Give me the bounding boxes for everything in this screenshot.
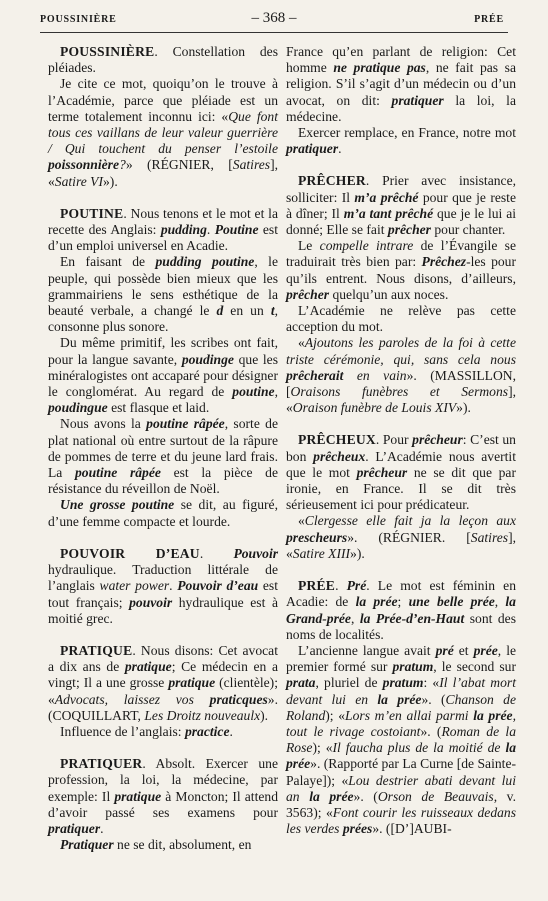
emphasized-term: prescheurs <box>286 529 348 545</box>
header-rule <box>40 32 508 33</box>
body-text: L’ancienne langue avait <box>298 642 436 658</box>
body-text: et <box>453 642 474 658</box>
emphasized-term: prêcherait <box>286 367 344 383</box>
emphasized-term: prêcheux <box>313 448 366 464</box>
entry-paragraph <box>48 416 278 497</box>
emphasized-term: Pouvoir d’eau <box>177 578 259 594</box>
headword: POUTINE <box>60 205 124 221</box>
emphasized-term: praticques <box>209 691 268 707</box>
entry-paragraph <box>286 303 516 335</box>
entry-paragraph <box>286 238 516 303</box>
body-text: hydraulique. Traduction littérale de l’anglais <box>48 562 278 594</box>
emphasized-term: poutine râpée <box>75 465 161 481</box>
body-text: : « <box>423 675 440 691</box>
emphasized-term: la prée <box>286 740 517 772</box>
italic-text: Oraisons funèbres et Sermons <box>290 384 509 400</box>
dictionary-entry <box>48 546 278 627</box>
emphasized-term: pratiquer <box>286 141 339 157</box>
entry-spacer <box>286 157 516 173</box>
headword: POUSSINIÈRE <box>60 44 155 59</box>
emphasized-term: pratiquer <box>48 820 101 836</box>
emphasized-term: pratum <box>392 659 434 675</box>
body-text: , le premier formé sur <box>286 642 517 675</box>
headword: PRÉE <box>298 578 336 594</box>
body-text: ], « <box>286 384 516 416</box>
body-text: ], « <box>48 157 278 189</box>
entry-spacer <box>48 190 278 206</box>
emphasized-term: Pouvoir <box>233 545 279 561</box>
dictionary-entry <box>286 432 516 513</box>
body-text: ne se dit, absolument, en <box>113 837 252 853</box>
emphasized-term: t <box>270 303 275 319</box>
right-column <box>286 44 516 837</box>
emphasized-term: pratique <box>124 659 172 675</box>
entry-paragraph <box>286 335 516 416</box>
body-text: quelqu’un aux noces. <box>329 286 449 302</box>
header-last-entry: PRÉE <box>474 14 504 25</box>
emphasized-term: Pré <box>346 578 367 594</box>
headword: PRATIQUER <box>60 756 143 772</box>
body-text: que les minéralogistes ont accaparé pour désigner le conglomérat. Au regard de <box>48 351 279 400</box>
emphasized-term: une belle prée <box>408 594 495 610</box>
page-number: – 368 – <box>251 10 297 26</box>
body-text: »). <box>456 400 471 416</box>
body-text: ». ( <box>353 788 378 804</box>
body-text: hydraulique est à moitié grec. <box>48 594 278 626</box>
body-text: . L’Académie nous avertit que le mot <box>286 448 516 480</box>
emphasized-term: pré <box>435 642 454 658</box>
emphasized-term: pudding <box>160 222 207 238</box>
emphasized-term: practice <box>184 723 230 739</box>
emphasized-term: la Prée-d’en-Haut <box>359 610 465 626</box>
body-text: . Pour <box>375 432 413 448</box>
body-text: est d’un emploi universel en Acadie. <box>48 222 279 254</box>
entry-paragraph <box>48 724 278 740</box>
body-text: , sorte de plat national où entre surtout de la râpure de pommes de terre et du jeune lard frais. La <box>48 416 278 481</box>
emphasized-term: Poutine <box>214 222 259 238</box>
body-text: ); « <box>312 740 333 756</box>
emphasized-term: pratique <box>168 675 216 691</box>
emphasized-term: pouvoir <box>129 594 173 610</box>
emphasized-term: poissonnière <box>48 157 120 173</box>
emphasized-term: la prée <box>309 788 354 804</box>
header-first-entry: POUSSINIÈRE <box>40 14 117 25</box>
emphasized-term: pratique <box>114 788 162 804</box>
italic-text: Satires <box>470 529 509 545</box>
body-text: Je cite ce mot, quoiqu’on le trouve à l’Académie, parce que pléiade est un terme totalement inconnu ici: « <box>48 76 278 124</box>
italic-text: compelle intrare <box>319 238 414 254</box>
italic-text: en vain <box>343 367 407 383</box>
entry-paragraph <box>48 254 278 335</box>
entry-spacer <box>286 416 516 432</box>
body-text: , pluriel de <box>315 675 383 691</box>
emphasized-term: prêcheur <box>356 464 408 480</box>
italic-text: Satires <box>232 157 271 173</box>
emphasized-term: prêcheur <box>412 432 463 448</box>
body-text: ne se dit que par ironie, en France. Il se dit très sérieusement ici pour prédicateur. <box>286 464 516 513</box>
emphasized-term: Pratiquer <box>60 837 114 853</box>
body-text: , le peuple, qui possède bien mieux que les grammairiens le sens esthétique de la beauté verbale, a changé le <box>48 254 278 319</box>
body-text: à Moncton; Il attend d’avoir passé ses examens pour <box>48 788 278 820</box>
body-text: , v. 3563); « <box>286 788 516 820</box>
body-text: pour que je reste à dîner; Il <box>286 189 516 221</box>
emphasized-term: m’a prêché <box>354 189 419 205</box>
italic-text: Advocats, laissez vos <box>54 691 210 707</box>
entry-paragraph <box>286 513 516 562</box>
body-text: . Le mot est féminin en Acadie: de <box>286 578 516 610</box>
italic-text: , tout le rivage costoiant <box>286 707 516 739</box>
italic-text: ? <box>119 157 126 173</box>
body-text: Nous avons la <box>60 416 147 432</box>
body-text: Influence de l’anglais: <box>60 723 185 739</box>
emphasized-term: d <box>216 303 224 319</box>
body-text: ], « <box>286 529 516 561</box>
italic-text: Lou destrier abati devant lui an <box>286 772 516 804</box>
body-text: . Constellation des pléiades. <box>48 44 278 76</box>
body-text: »). <box>350 545 365 561</box>
emphasized-term: Une grosse poutine <box>60 497 175 513</box>
body-text: » (RÉGNIER, [ <box>125 157 233 173</box>
emphasized-term: prées <box>342 821 373 837</box>
body-text: . <box>229 723 233 739</box>
emphasized-term: poudingue <box>48 400 108 416</box>
entry-spacer <box>286 562 516 578</box>
left-column <box>48 44 278 853</box>
emphasized-term: la Grand-prée <box>286 594 516 626</box>
headword: PRÊCHER <box>298 173 366 189</box>
dictionary-entry <box>48 206 278 255</box>
body-text: . Nous tenons et le mot et la recette des Anglais: <box>48 205 278 238</box>
emphasized-term: prata <box>286 675 316 691</box>
body-text: la loi, la médecine. <box>286 92 516 124</box>
body-text: , <box>350 610 360 626</box>
emphasized-term: poutine <box>232 384 275 400</box>
dictionary-entry <box>48 756 278 837</box>
emphasized-term: Prêchez <box>421 254 467 270</box>
body-text: ); « <box>325 707 346 723</box>
emphasized-term: la prée <box>377 691 422 707</box>
body-text: sont des noms de localités. <box>286 610 517 642</box>
body-text: est la pièce de résistance du réveillon de Noël. <box>48 465 278 497</box>
emphasized-term: pudding poutine <box>155 254 255 270</box>
body-text: -les pour qu’ils entrent. Nous disons, d’ailleurs, <box>286 254 516 286</box>
headword: PRÊCHEUX <box>298 432 376 448</box>
entry-paragraph <box>286 125 516 157</box>
body-text: « <box>298 335 305 351</box>
body-text: ». ( <box>421 691 446 707</box>
emphasized-term: poutine râpée <box>146 416 225 432</box>
body-text: . <box>100 820 104 836</box>
body-text: que je le lui ai donné; Elle se fait <box>286 205 517 238</box>
body-text: est flasque et laid. <box>107 400 210 416</box>
body-text: ; <box>397 594 409 610</box>
emphasized-term: m’a tant prêché <box>343 205 434 221</box>
body-text: , <box>494 594 506 610</box>
emphasized-term: pratum <box>382 675 424 691</box>
entry-spacer <box>48 530 278 546</box>
body-text: . <box>199 545 234 561</box>
entry-paragraph <box>286 44 516 125</box>
italic-text: Il l’abat mort devant lui en <box>286 675 516 707</box>
body-text: ». ( <box>420 723 442 739</box>
italic-text: Satire VI <box>54 173 103 189</box>
body-text: : C’est un bon <box>286 432 516 464</box>
emphasized-term: poudinge <box>181 351 234 367</box>
body-text: , le second sur <box>433 659 516 675</box>
italic-text: Ajoutons les paroles de la foi à cette triste cérémonie, qui, sans cela nous <box>286 335 516 367</box>
body-text: . <box>338 141 342 157</box>
body-text: de l’Évangile se traduirait très bien par: <box>286 238 516 270</box>
italic-text: Orson de Beauvais <box>377 788 494 804</box>
body-text: L’Académie ne relève pas cette acception du mot. <box>286 303 516 335</box>
dictionary-entry <box>48 44 278 76</box>
italic-text: water power <box>99 578 170 594</box>
entry-paragraph <box>48 497 278 529</box>
emphasized-term: prée <box>473 642 498 658</box>
body-text: . <box>169 578 178 594</box>
body-text: (clientèle); « <box>48 675 278 707</box>
italic-text: Roman de la Rose <box>286 723 516 756</box>
body-text: en un <box>223 303 271 319</box>
entry-paragraph <box>48 837 278 853</box>
body-text: . Absolt. Exercer une profession, la loi, la médecine, par exemple: Il <box>48 756 278 804</box>
body-text: . <box>335 578 347 594</box>
body-text: . Nous disons: Cet avocat a dix ans de <box>48 642 278 675</box>
body-text: France qu’en parlant de religion: Cet homme <box>286 44 516 76</box>
body-text: Exercer remplace, en France, notre mot <box>298 125 516 141</box>
entry-paragraph <box>48 76 278 189</box>
body-text: Du même primitif, les scribes ont fait, pour la langue savante, <box>48 335 278 367</box>
entry-spacer <box>48 627 278 643</box>
emphasized-term: la prée <box>473 707 513 723</box>
headword: PRATIQUE <box>60 642 133 658</box>
body-text: . <box>206 222 215 238</box>
body-text: ». ([D’]AUBI- <box>372 821 452 837</box>
body-text: ). <box>260 707 269 723</box>
body-text: pour chanter. <box>430 222 506 238</box>
italic-text: Les Droitz nouveaulx <box>144 707 261 723</box>
emphasized-term: ne pratique pas <box>333 60 426 76</box>
body-text: ». (COQUILLART, <box>48 691 278 723</box>
entry-paragraph <box>286 643 516 837</box>
body-text: se dit, au figuré, d’une femme compacte et lourde. <box>48 497 278 529</box>
entry-paragraph <box>48 335 278 416</box>
body-text: ; Ce médecin en a vingt; Il a une grosse <box>48 659 278 691</box>
body-text: ». (Rapporté par La Curne [de Sainte-Palaye]); « <box>286 756 516 788</box>
body-text: , ne fait pas sa religion. S’il s’agit d’un médecin ou d’un avocat, on dit: <box>286 60 516 108</box>
italic-text: Chanson de Roland <box>286 691 516 723</box>
emphasized-term: la prée <box>355 594 398 610</box>
running-header <box>0 0 548 40</box>
italic-text: Satire XIII <box>292 545 351 561</box>
italic-text: Oraison funèbre de Louis XIV <box>292 400 457 416</box>
body-text: Le <box>298 238 320 254</box>
italic-text: Clergesse elle fait ja la leçon aux <box>304 513 516 529</box>
body-text: . Prier avec insistance, solliciter: Il <box>286 173 516 205</box>
dictionary-entry <box>286 578 516 643</box>
emphasized-term: pratiquer <box>391 92 444 108</box>
italic-text: Que font tous ces vaillans de leur valeur guerrière / Qui touchent du penser l’estoile <box>48 108 278 157</box>
body-text: « <box>298 513 305 529</box>
italic-text: Lors m’en allai parmi <box>345 707 474 723</box>
body-text: En faisant de <box>60 254 156 270</box>
body-text: ». (MASSILLON, [ <box>286 367 516 400</box>
entry-spacer <box>48 740 278 756</box>
body-text: ». (RÉGNIER. [ <box>347 529 471 545</box>
body-text: est tout français; <box>48 578 278 610</box>
dictionary-entry <box>48 643 278 724</box>
emphasized-term: prêcher <box>387 222 431 238</box>
italic-text: Font courir les ruisseaux dedans les verdes <box>286 804 516 837</box>
italic-text: Il faucha plus de la moitié de <box>332 740 506 756</box>
dictionary-entry <box>286 173 516 238</box>
body-text: »). <box>103 173 118 189</box>
body-text: , <box>274 384 278 400</box>
headword: POUVOIR D’EAU <box>60 545 200 561</box>
emphasized-term: prêcher <box>286 286 330 302</box>
body-text: , consonne plus sonore. <box>48 303 278 335</box>
